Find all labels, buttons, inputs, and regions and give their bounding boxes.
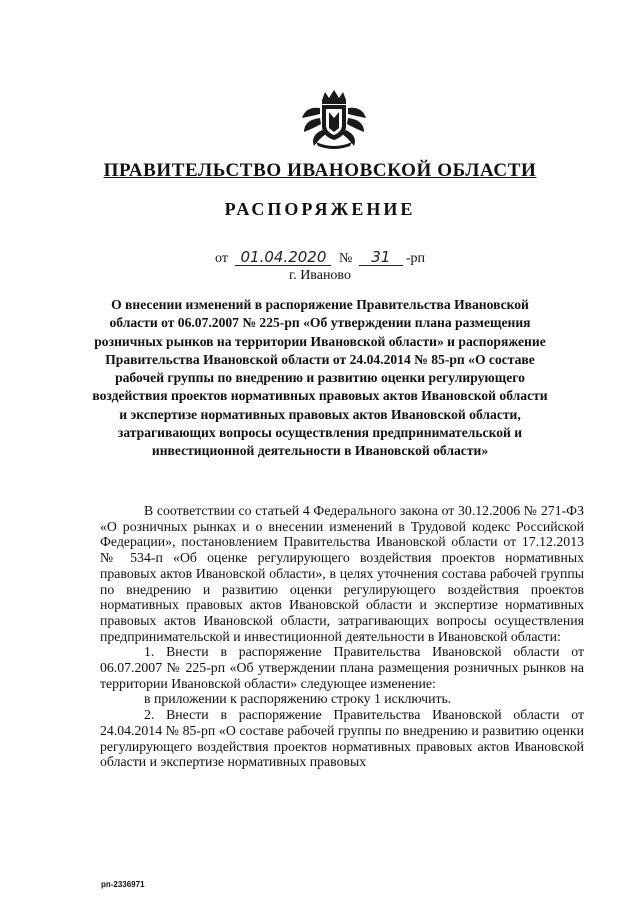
coat-of-arms-icon [298, 88, 370, 150]
document-date: 01.04.2020 [235, 250, 331, 266]
document-city: г. Иваново [289, 268, 351, 283]
document-number: 31 [359, 250, 403, 266]
number-label: № [338, 251, 353, 266]
date-prefix: от [215, 251, 228, 266]
organization-name: ПРАВИТЕЛЬСТВО ИВАНОВСКОЙ ОБЛАСТИ [103, 160, 537, 181]
body-paragraph-item-1: 1. Внести в распоряжение Правительства Ивановской области от 06.07.2007 № 225-рп «Об утверждении плана размещения розничных рынков на территории Ивановской области» следующее изменение: [100, 644, 584, 691]
body-paragraph-item-1-change: в приложении к распоряжению строку 1 исключить. [144, 691, 452, 707]
document-body [100, 503, 584, 770]
document-type: РАСПОРЯЖЕНИЕ [224, 199, 416, 219]
number-suffix: -рп [405, 251, 425, 266]
body-paragraph-item-2: 2. Внести в распоряжение Правительства Ивановской области от 24.04.2014 № 85-рп «О составе рабочей группы по внедрению и развитию оценки регулирующего воздействия проектов нормативных правовых актов Ивановской области и экспертизе нормативных правовых [100, 707, 584, 770]
document-dateline [0, 250, 640, 267]
document-title: О внесении изменений в распоряжение Правительства Ивановской области от 06.07.2007 № 225-рп «Об утверждении плана размещения розничных рынков на территории Ивановской области» и распоряжение Правительства Ивановской области от 24.04.2014 № 85-рп «О составе рабочей группы по внедрению и развитию оценки регулирующего воздействия проектов нормативных правовых актов Ивановской области и экспертизе нормативных правовых актов Ивановской области, затрагивающих вопросы осуществления предпринимательской и инвестиционной деятельности в Ивановской области» [92, 297, 548, 459]
footer-code: рп-2336971 [101, 880, 145, 889]
body-paragraph-preamble: В соответствии со статьей 4 Федерального закона от 30.12.2006 № 271-ФЗ «О розничных рынках и о внесении изменений в Трудовой кодекс Российской Федерации», постановлением Правительства Ивановской области от 17.12.2013 № 534-п «Об оценке регулирующего воздействия проектов нормативных правовых актов Ивановской области», в целях уточнения состава рабочей группы по внедрению и развитию оценки регулирующего воздействия проектов нормативных правовых актов Ивановской области и экспертизе нормативных правовых актов Ивановской области, затрагивающих вопросы осуществления предпринимательской и инвестиционной деятельности в Ивановской области: [100, 503, 584, 644]
